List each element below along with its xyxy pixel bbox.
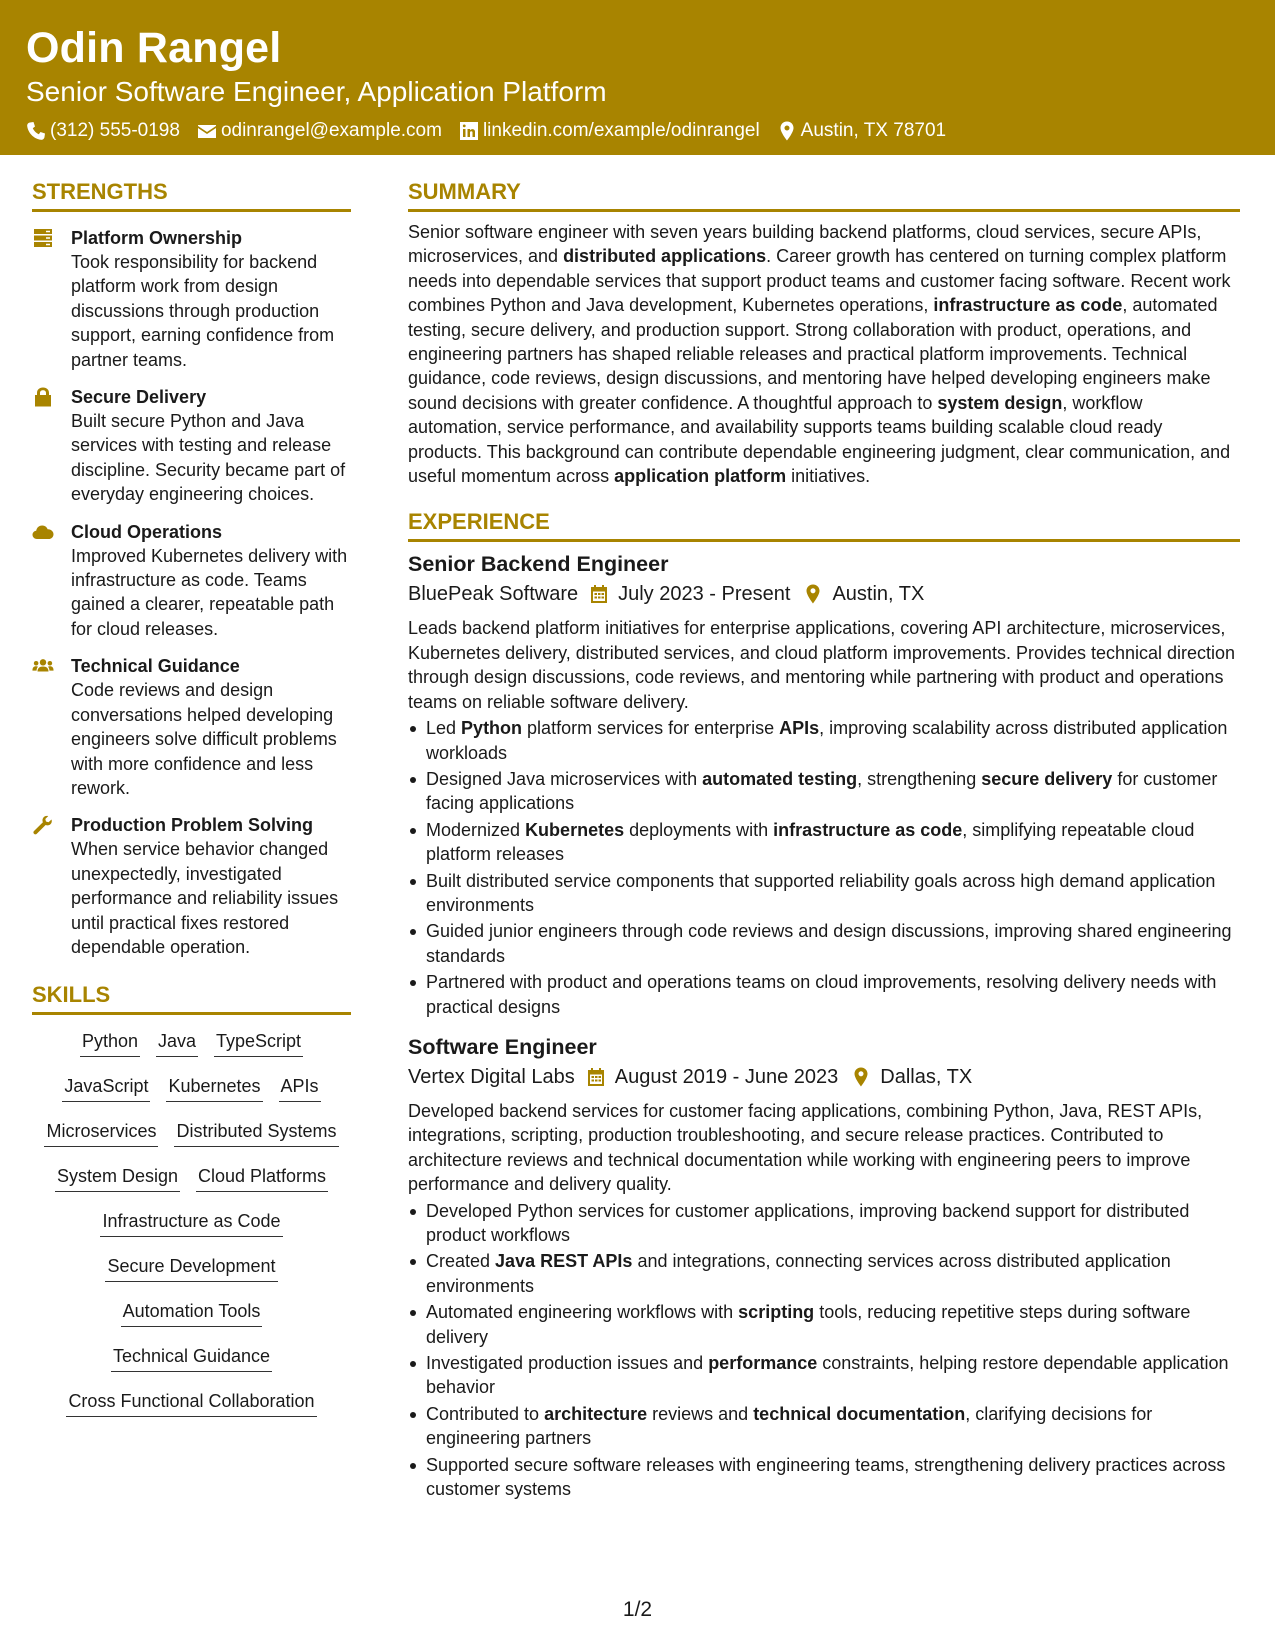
job-dates: July 2023 - Present bbox=[618, 583, 791, 606]
right-column bbox=[408, 178, 1240, 1503]
contact-email[interactable] bbox=[197, 119, 442, 143]
linkedin-icon bbox=[459, 121, 479, 141]
job-bullet: Supported secure software releases with engineering teams, strengthening delivery practices across customer systems bbox=[408, 1453, 1240, 1502]
skill-row bbox=[32, 1029, 351, 1057]
strengths-heading: STRENGTHS bbox=[32, 178, 351, 212]
calendar-icon bbox=[590, 584, 608, 604]
lock-icon bbox=[32, 387, 54, 407]
strength-title: Production Problem Solving bbox=[71, 815, 314, 836]
location-text: Austin, TX 78701 bbox=[800, 120, 947, 141]
skill-row bbox=[32, 1209, 351, 1237]
skill-tag: Cloud Platforms bbox=[196, 1164, 328, 1192]
skill-row bbox=[32, 1299, 351, 1327]
strength-title: Cloud Operations bbox=[71, 521, 223, 542]
skill-tag: Microservices bbox=[44, 1119, 158, 1147]
skill-tag: Python bbox=[80, 1029, 140, 1057]
skill-tag: Distributed Systems bbox=[174, 1119, 338, 1147]
strength-text: Improved Kubernetes delivery with infrastructure as code. Teams gained a clearer, repeatable path for cloud releases. bbox=[71, 545, 348, 639]
strength-title: Technical Guidance bbox=[71, 656, 240, 677]
strength-item bbox=[32, 226, 351, 372]
contact-phone bbox=[26, 119, 180, 143]
strength-item bbox=[32, 520, 351, 642]
candidate-name: Odin Rangel bbox=[26, 24, 282, 72]
job-dates: August 2019 - June 2023 bbox=[614, 1065, 839, 1088]
skill-tag: Technical Guidance bbox=[111, 1344, 272, 1372]
envelope-icon bbox=[197, 121, 217, 141]
job-meta bbox=[408, 1063, 1240, 1091]
job-bullet: Modernized Kubernetes deployments with infrastructure as code, simplifying repeatable cloud platform releases bbox=[408, 818, 1240, 867]
job-bullet: Designed Java microservices with automated testing, strengthening secure delivery for customer facing applications bbox=[408, 767, 1240, 816]
job-bullet: Developed Python services for customer applications, improving backend support for distributed product workflows bbox=[408, 1199, 1240, 1248]
phone-icon bbox=[26, 121, 46, 141]
calendar-icon bbox=[587, 1067, 605, 1087]
job-location: Austin, TX bbox=[832, 583, 925, 606]
job-bullet: Partnered with product and operations teams on cloud improvements, resolving delivery needs with practical designs bbox=[408, 970, 1240, 1019]
strengths-list bbox=[32, 226, 351, 959]
strength-item bbox=[32, 654, 351, 800]
contact-location bbox=[777, 119, 946, 143]
strength-item bbox=[32, 385, 351, 507]
map-pin-icon bbox=[777, 121, 797, 141]
map-pin-icon bbox=[852, 1067, 870, 1087]
skill-tag: Automation Tools bbox=[121, 1299, 263, 1327]
server-icon bbox=[32, 228, 54, 248]
skill-tag: System Design bbox=[55, 1164, 180, 1192]
strength-title: Platform Ownership bbox=[71, 228, 243, 248]
skill-tag: Cross Functional Collaboration bbox=[66, 1389, 316, 1417]
skill-tag: Java bbox=[156, 1029, 198, 1057]
job-entry bbox=[408, 550, 1240, 1019]
job-bullet: Built distributed service components that supported reliability goals across high demand application environments bbox=[408, 869, 1240, 918]
skill-tag: TypeScript bbox=[214, 1029, 303, 1057]
job-bullet: Contributed to architecture reviews and technical documentation, clarifying decisions for engineering partners bbox=[408, 1402, 1240, 1451]
skills-heading: SKILLS bbox=[32, 981, 351, 1015]
skill-tag: Infrastructure as Code bbox=[100, 1209, 282, 1237]
skill-row bbox=[32, 1389, 351, 1417]
job-bullets bbox=[408, 716, 1240, 1019]
resume-header bbox=[0, 0, 1275, 155]
skill-row bbox=[32, 1254, 351, 1282]
summary-heading: SUMMARY bbox=[408, 178, 1240, 212]
skill-tag: Kubernetes bbox=[166, 1074, 262, 1102]
strength-item bbox=[32, 813, 351, 959]
job-bullet: Created Java REST APIs and integrations, connecting services across distributed application environments bbox=[408, 1249, 1240, 1298]
job-description: Leads backend platform initiatives for enterprise applications, covering API architecture, microservices, Kubernetes delivery, distributed services, and cloud platform improvements. Provides technical direction through design discussions, code reviews, and mentoring while partnering with product and operations teams on reliable software delivery. bbox=[408, 618, 1236, 712]
job-company: BluePeak Software bbox=[408, 583, 579, 606]
job-bullet: Guided junior engineers through code reviews and design discussions, improving shared engineering standards bbox=[408, 919, 1240, 968]
strength-text: Took responsibility for backend platform work from design discussions through production support, earning confidence from partner teams. bbox=[71, 252, 335, 370]
job-title: Senior Backend Engineer bbox=[408, 552, 669, 577]
strength-text: Code reviews and design conversations helped developing engineers solve difficult problems with more confidence and less rework. bbox=[71, 680, 337, 798]
job-title: Software Engineer bbox=[408, 1034, 597, 1059]
page-number: 1/2 bbox=[622, 1598, 653, 1621]
job-bullet: Led Python platform services for enterprise APIs, improving scalability across distributed application workloads bbox=[408, 716, 1240, 765]
skill-tag: JavaScript bbox=[62, 1074, 150, 1102]
skill-row bbox=[32, 1164, 351, 1192]
skill-tag: Secure Development bbox=[105, 1254, 277, 1282]
skill-row bbox=[32, 1074, 351, 1102]
contact-bar bbox=[26, 119, 1275, 143]
skill-row bbox=[32, 1344, 351, 1372]
job-company: Vertex Digital Labs bbox=[408, 1065, 575, 1088]
job-meta bbox=[408, 580, 1240, 608]
strength-text: When service behavior changed unexpectedly, investigated performance and reliability issues until practical fixes restored dependable operation. bbox=[71, 839, 339, 957]
strength-text: Built secure Python and Java services with testing and release discipline. Security became part of everyday engineering choices. bbox=[71, 411, 346, 505]
email-link[interactable]: odinrangel@example.com bbox=[220, 120, 442, 141]
map-pin-icon bbox=[804, 584, 822, 604]
job-bullets bbox=[408, 1199, 1240, 1502]
job-bullet: Investigated production issues and performance constraints, helping restore dependable application behavior bbox=[408, 1351, 1240, 1400]
job-bullet: Automated engineering workflows with scripting tools, reducing repetitive steps during software delivery bbox=[408, 1300, 1240, 1349]
linkedin-link[interactable]: linkedin.com/example/odinrangel bbox=[482, 120, 760, 141]
wrench-icon bbox=[32, 815, 54, 835]
users-icon bbox=[32, 656, 54, 676]
phone-text: (312) 555-0198 bbox=[50, 120, 180, 141]
candidate-title: Senior Software Engineer, Application Platform bbox=[26, 76, 607, 107]
skill-row bbox=[32, 1119, 351, 1147]
summary-text: Senior software engineer with seven years building backend platforms, cloud services, secure APIs, microservices, and distributed applications. Career growth has centered on turning complex platform needs into dependable services that support product teams and customer facing software. Recent work combines Python and Java development, Kubernetes operations, infrastructure as code, automated testing, secure delivery, and production support. Strong collaboration with product, operations, and engineering partners has shaped reliable releases and practical platform improvements. Technical guidance, code reviews, design discussions, and mentoring have helped developing engineers make sound decisions with greater confidence. A thoughtful approach to system design, workflow automation, service performance, and availability supports teams building scalable cloud ready products. This background can contribute dependable engineering judgment, clear communication, and useful momentum across application platform initiatives. bbox=[408, 222, 1231, 487]
contact-linkedin[interactable] bbox=[459, 119, 760, 143]
experience-heading: EXPERIENCE bbox=[408, 508, 1240, 542]
skills-list bbox=[32, 1029, 351, 1417]
job-description: Developed backend services for customer facing applications, combining Python, Java, REST APIs, integrations, scripting, production troubleshooting, and secure release practices. Contributed to architecture reviews and technical documentation while working with engineering peers to improve performance and delivery quality. bbox=[408, 1100, 1203, 1195]
skill-tag: APIs bbox=[279, 1074, 321, 1102]
strength-title: Secure Delivery bbox=[71, 387, 207, 408]
cloud-icon bbox=[32, 522, 54, 542]
job-entry bbox=[408, 1033, 1240, 1502]
job-location: Dallas, TX bbox=[880, 1065, 973, 1088]
left-column bbox=[32, 178, 351, 1434]
